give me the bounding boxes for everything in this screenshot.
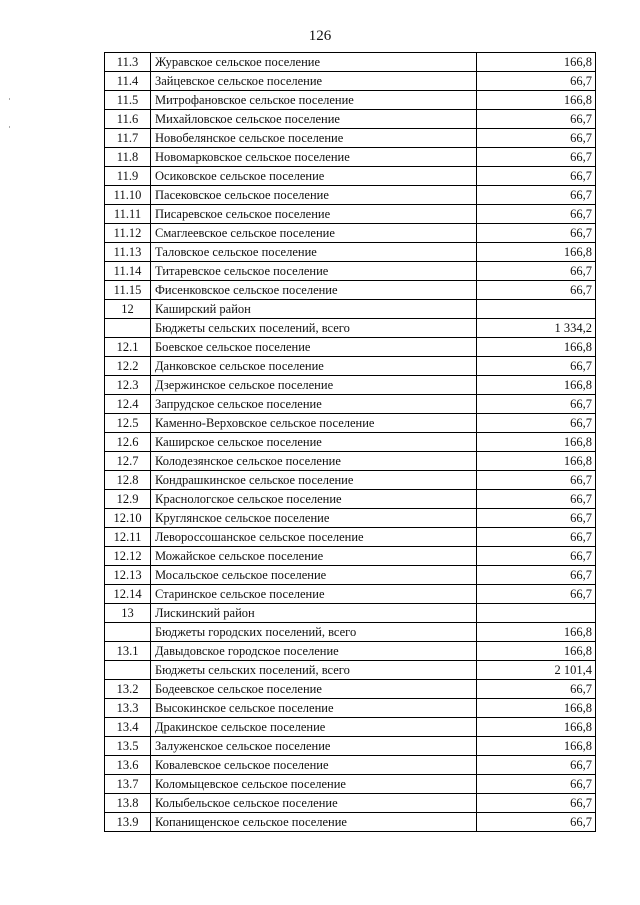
row-value: 166,8 <box>477 452 596 471</box>
row-number: 12.3 <box>105 376 151 395</box>
row-value: 66,7 <box>477 357 596 376</box>
row-number: 11.10 <box>105 186 151 205</box>
row-value: 166,8 <box>477 642 596 661</box>
table-row <box>105 661 596 680</box>
row-value: 66,7 <box>477 72 596 91</box>
row-number: 13.5 <box>105 737 151 756</box>
table-row <box>105 756 596 775</box>
row-name: Каменно-Верховское сельское поселение <box>151 414 477 433</box>
row-name: Запрудское сельское поселение <box>151 395 477 414</box>
table-row <box>105 737 596 756</box>
row-value: 166,8 <box>477 338 596 357</box>
row-value: 66,7 <box>477 471 596 490</box>
row-name: Журавское сельское поселение <box>151 53 477 72</box>
row-name: Ковалевское сельское поселение <box>151 756 477 775</box>
row-value: 66,7 <box>477 528 596 547</box>
table-row <box>105 604 596 623</box>
row-value <box>477 300 596 319</box>
row-name: Колыбельское сельское поселение <box>151 794 477 813</box>
row-name: Данковское сельское поселение <box>151 357 477 376</box>
row-value: 166,8 <box>477 53 596 72</box>
table-row <box>105 376 596 395</box>
table-row <box>105 452 596 471</box>
row-value: 66,7 <box>477 756 596 775</box>
row-number: 11.11 <box>105 205 151 224</box>
table-row <box>105 509 596 528</box>
row-number: 12.11 <box>105 528 151 547</box>
row-number: 12.5 <box>105 414 151 433</box>
row-number: 12 <box>105 300 151 319</box>
table-row <box>105 91 596 110</box>
row-name: Дракинское сельское поселение <box>151 718 477 737</box>
table-row <box>105 414 596 433</box>
table-row <box>105 357 596 376</box>
row-name: Краснологское сельское поселение <box>151 490 477 509</box>
row-name: Бюджеты сельских поселений, всего <box>151 319 477 338</box>
row-name: Лискинский район <box>151 604 477 623</box>
row-value: 166,8 <box>477 737 596 756</box>
row-name: Старинское сельское поселение <box>151 585 477 604</box>
row-value: 66,7 <box>477 490 596 509</box>
row-number: 12.7 <box>105 452 151 471</box>
table-row <box>105 680 596 699</box>
row-value: 166,8 <box>477 91 596 110</box>
row-value: 66,7 <box>477 794 596 813</box>
row-name: Бюджеты сельских поселений, всего <box>151 661 477 680</box>
row-value: 66,7 <box>477 186 596 205</box>
table-row <box>105 224 596 243</box>
row-number: 12.8 <box>105 471 151 490</box>
row-number: 12.13 <box>105 566 151 585</box>
row-value: 66,7 <box>477 547 596 566</box>
row-value: 66,7 <box>477 110 596 129</box>
row-name: Титаревское сельское поселение <box>151 262 477 281</box>
table-row <box>105 718 596 737</box>
row-number: 12.9 <box>105 490 151 509</box>
table-row <box>105 699 596 718</box>
row-name: Фисенковское сельское поселение <box>151 281 477 300</box>
table-row <box>105 490 596 509</box>
table-row <box>105 433 596 452</box>
row-number: 11.13 <box>105 243 151 262</box>
row-value: 66,7 <box>477 414 596 433</box>
row-value: 66,7 <box>477 224 596 243</box>
row-name: Михайловское сельское поселение <box>151 110 477 129</box>
table-row <box>105 72 596 91</box>
budget-table <box>104 52 596 832</box>
row-value: 166,8 <box>477 623 596 642</box>
row-number: 13.2 <box>105 680 151 699</box>
page-number: 126 <box>308 28 332 44</box>
table-row <box>105 243 596 262</box>
row-value: 66,7 <box>477 281 596 300</box>
row-number: 12.1 <box>105 338 151 357</box>
row-number: 11.6 <box>105 110 151 129</box>
row-value: 66,7 <box>477 395 596 414</box>
row-value: 66,7 <box>477 585 596 604</box>
table-row <box>105 528 596 547</box>
row-number: 13.6 <box>105 756 151 775</box>
row-value: 66,7 <box>477 775 596 794</box>
row-number: 12.4 <box>105 395 151 414</box>
row-name: Мосальское сельское поселение <box>151 566 477 585</box>
table-row <box>105 338 596 357</box>
table-row <box>105 186 596 205</box>
table-row <box>105 148 596 167</box>
row-name: Круглянское сельское поселение <box>151 509 477 528</box>
row-name: Давыдовское городское поселение <box>151 642 477 661</box>
table-row <box>105 794 596 813</box>
row-value: 166,8 <box>477 699 596 718</box>
row-number <box>105 623 151 642</box>
row-number: 13.7 <box>105 775 151 794</box>
row-name: Копанищенское сельское поселение <box>151 813 477 832</box>
row-name: Зайцевское сельское поселение <box>151 72 477 91</box>
row-number: 11.4 <box>105 72 151 91</box>
row-number: 13.3 <box>105 699 151 718</box>
row-number: 12.14 <box>105 585 151 604</box>
row-number: 11.8 <box>105 148 151 167</box>
row-name: Митрофановское сельское поселение <box>151 91 477 110</box>
table-row <box>105 300 596 319</box>
row-name: Колодезянское сельское поселение <box>151 452 477 471</box>
row-value: 66,7 <box>477 509 596 528</box>
table-row <box>105 395 596 414</box>
scan-mark <box>9 98 10 100</box>
row-value: 66,7 <box>477 813 596 832</box>
row-name: Бюджеты городских поселений, всего <box>151 623 477 642</box>
table-row <box>105 53 596 72</box>
row-number: 11.14 <box>105 262 151 281</box>
table-row <box>105 129 596 148</box>
row-value: 66,7 <box>477 129 596 148</box>
table-row <box>105 167 596 186</box>
row-value: 66,7 <box>477 148 596 167</box>
row-value: 66,7 <box>477 566 596 585</box>
table-row <box>105 585 596 604</box>
table-row <box>105 471 596 490</box>
row-number: 11.9 <box>105 167 151 186</box>
row-name: Смаглеевское сельское поселение <box>151 224 477 243</box>
row-number: 13.4 <box>105 718 151 737</box>
table-row <box>105 623 596 642</box>
row-number: 12.10 <box>105 509 151 528</box>
row-name: Бодеевское сельское поселение <box>151 680 477 699</box>
row-name: Пасековское сельское поселение <box>151 186 477 205</box>
row-value: 166,8 <box>477 433 596 452</box>
row-name: Осиковское сельское поселение <box>151 167 477 186</box>
row-value: 66,7 <box>477 167 596 186</box>
row-number: 12.2 <box>105 357 151 376</box>
row-number: 11.3 <box>105 53 151 72</box>
table-row <box>105 110 596 129</box>
row-name: Новомарковское сельское поселение <box>151 148 477 167</box>
row-name: Коломыцевское сельское поселение <box>151 775 477 794</box>
row-name: Можайское сельское поселение <box>151 547 477 566</box>
row-name: Каширский район <box>151 300 477 319</box>
row-value: 1 334,2 <box>477 319 596 338</box>
row-value: 66,7 <box>477 205 596 224</box>
row-number: 11.5 <box>105 91 151 110</box>
table-row <box>105 262 596 281</box>
row-number <box>105 319 151 338</box>
row-value: 166,8 <box>477 376 596 395</box>
table-row <box>105 319 596 338</box>
row-name: Таловское сельское поселение <box>151 243 477 262</box>
table-row <box>105 775 596 794</box>
row-number: 13.1 <box>105 642 151 661</box>
row-name: Левороссошанское сельское поселение <box>151 528 477 547</box>
row-name: Боевское сельское поселение <box>151 338 477 357</box>
row-name: Писаревское сельское поселение <box>151 205 477 224</box>
row-name: Залуженское сельское поселение <box>151 737 477 756</box>
row-value: 66,7 <box>477 680 596 699</box>
row-value: 166,8 <box>477 718 596 737</box>
row-number: 13 <box>105 604 151 623</box>
row-name: Каширское сельское поселение <box>151 433 477 452</box>
row-name: Кондрашкинское сельское поселение <box>151 471 477 490</box>
table-row <box>105 205 596 224</box>
row-name: Высокинское сельское поселение <box>151 699 477 718</box>
table-row <box>105 813 596 832</box>
table-row <box>105 281 596 300</box>
row-number: 11.15 <box>105 281 151 300</box>
row-number: 12.6 <box>105 433 151 452</box>
row-number: 13.9 <box>105 813 151 832</box>
row-value: 66,7 <box>477 262 596 281</box>
table-row <box>105 547 596 566</box>
row-number: 12.12 <box>105 547 151 566</box>
table-row <box>105 642 596 661</box>
row-value: 2 101,4 <box>477 661 596 680</box>
scan-mark <box>9 126 10 128</box>
row-number <box>105 661 151 680</box>
table-row <box>105 566 596 585</box>
row-value: 166,8 <box>477 243 596 262</box>
row-number: 11.7 <box>105 129 151 148</box>
row-name: Дзержинское сельское поселение <box>151 376 477 395</box>
row-number: 11.12 <box>105 224 151 243</box>
row-number: 13.8 <box>105 794 151 813</box>
row-value <box>477 604 596 623</box>
table-body <box>105 53 596 832</box>
row-name: Новобелянское сельское поселение <box>151 129 477 148</box>
